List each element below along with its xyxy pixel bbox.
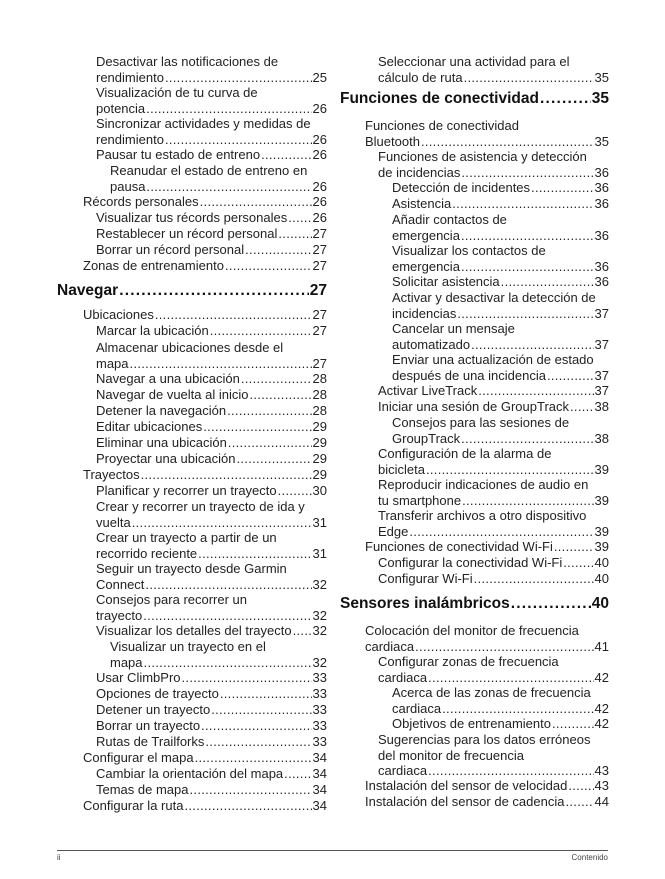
dot-leader bbox=[409, 524, 593, 540]
toc-page-number: 26 bbox=[312, 100, 327, 116]
toc-entry-objetivos-de-entrenamiento[interactable] bbox=[392, 716, 609, 732]
toc-entry-text: Pausar tu estado de entreno bbox=[96, 147, 261, 163]
toc-entry-instalacion-del-sensor-de-velocidad[interactable] bbox=[365, 778, 609, 794]
toc-entry-text: Navegar a una ubicación bbox=[96, 371, 240, 387]
dot-leader bbox=[132, 515, 312, 531]
toc-entry-text: Crear y recorrer un trayecto de ida y bbox=[96, 499, 305, 515]
toc-page-number: 33 bbox=[312, 718, 327, 734]
dot-leader bbox=[540, 90, 591, 108]
toc-page-number: 31 bbox=[312, 545, 327, 561]
toc-entry-text: Récords personales bbox=[83, 194, 199, 210]
toc-page-number: 39 bbox=[594, 539, 609, 555]
toc-page-number: 40 bbox=[594, 555, 609, 571]
toc-entry-text: Desactivar las notificaciones de bbox=[96, 54, 279, 70]
toc-entry-text: Restablecer un récord personal bbox=[96, 226, 278, 242]
toc-entry-activar-y-desactivar-la-deteccion-de[interactable] bbox=[392, 290, 609, 321]
toc-page-number: 34 bbox=[312, 750, 327, 766]
toc-entry-text: de incidencias bbox=[378, 164, 461, 180]
dot-leader bbox=[200, 194, 312, 210]
toc-entry-text: Funciones de conectividad bbox=[365, 118, 519, 134]
dot-leader bbox=[201, 718, 311, 734]
dot-leader bbox=[565, 794, 593, 810]
dot-leader bbox=[531, 180, 594, 196]
dot-leader bbox=[568, 778, 593, 794]
toc-entry-text: potencia bbox=[96, 100, 146, 116]
toc-entry-text: Proyectar una ubicación bbox=[96, 451, 236, 467]
dot-leader bbox=[442, 701, 593, 717]
toc-entry-temas-de-mapa[interactable] bbox=[96, 782, 327, 798]
dot-leader bbox=[236, 451, 311, 467]
toc-entry-borrar-un-trayecto[interactable] bbox=[96, 718, 327, 734]
toc-page-number: 33 bbox=[312, 702, 327, 718]
toc-entry-crear-un-trayecto-a-partir-de-un[interactable] bbox=[96, 530, 327, 561]
dot-leader bbox=[462, 493, 593, 509]
dot-leader bbox=[478, 383, 593, 399]
toc-entry-text: Cambiar la orientación del mapa bbox=[96, 766, 284, 782]
toc-entry-solicitar-asistencia[interactable] bbox=[392, 274, 609, 290]
toc-entry-text: Detección de incidentes bbox=[392, 180, 531, 196]
toc-entry-colocacion-del-monitor-de-frecuencia[interactable] bbox=[365, 623, 609, 654]
toc-page-number: 38 bbox=[594, 399, 609, 415]
toc-page-number: 38 bbox=[594, 430, 609, 446]
dot-leader bbox=[511, 595, 591, 613]
toc-page-number: 42 bbox=[594, 716, 609, 732]
dot-leader bbox=[249, 387, 311, 403]
dot-leader bbox=[278, 483, 312, 499]
toc-page-number: 26 bbox=[312, 194, 327, 210]
dot-leader bbox=[284, 766, 311, 782]
toc-entry-text: Navegar de vuelta al inicio bbox=[96, 387, 249, 403]
dot-leader bbox=[464, 70, 594, 86]
toc-page-number: 33 bbox=[312, 734, 327, 750]
dot-leader bbox=[210, 323, 312, 339]
toc-entry-text: tu smartphone bbox=[378, 492, 462, 508]
dot-leader bbox=[220, 686, 312, 702]
toc-entry-text: Transferir archivos a otro dispositivo bbox=[378, 508, 587, 524]
toc-page-number: 28 bbox=[312, 403, 327, 419]
dot-leader bbox=[165, 132, 312, 148]
dot-leader bbox=[288, 210, 311, 226]
toc-entry-eliminar-una-ubicacion[interactable] bbox=[96, 435, 327, 451]
dot-leader bbox=[426, 462, 594, 478]
toc-entry-editar-ubicaciones[interactable] bbox=[96, 419, 327, 435]
toc-entry-text: trayecto bbox=[96, 607, 143, 623]
toc-entry-pausar-tu-estado-de-entreno[interactable] bbox=[96, 147, 327, 163]
toc-entry-sugerencias-para-los-datos-erroneos[interactable] bbox=[378, 732, 609, 779]
toc-entry-text: Cancelar un mensaje bbox=[392, 321, 515, 337]
toc-page-number: 32 bbox=[312, 607, 327, 623]
toc-entry-text: Eliminar una ubicación bbox=[96, 435, 227, 451]
toc-entry-text: cardiaca bbox=[378, 669, 428, 685]
toc-entry-text: Añadir contactos de bbox=[392, 212, 507, 228]
toc-entry-reanudar-el-estado-de-entreno-en[interactable] bbox=[110, 163, 327, 194]
toc-page-number: 35 bbox=[594, 133, 609, 149]
toc-entry-text: mapa bbox=[96, 355, 129, 371]
toc-page-number: 26 bbox=[312, 178, 327, 194]
toc-page-number: 31 bbox=[312, 514, 327, 530]
toc-entry-text: Temas de mapa bbox=[96, 782, 189, 798]
toc-heading-sensores-inalambricos[interactable] bbox=[340, 595, 609, 613]
toc-entry-ubicaciones[interactable] bbox=[83, 307, 327, 323]
toc-entry-text: Visualizar los contactos de bbox=[392, 243, 546, 259]
toc-page-number: 29 bbox=[312, 467, 327, 483]
toc-entry-text: Reproducir indicaciones de audio en bbox=[378, 477, 589, 493]
dot-leader bbox=[198, 546, 311, 562]
dot-leader bbox=[165, 70, 312, 86]
toc-page-number: 26 bbox=[312, 147, 327, 163]
toc-entry-seguir-un-trayecto-desde-garmin[interactable] bbox=[96, 561, 327, 592]
toc-entry-text: Enviar una actualización de estado bbox=[392, 352, 594, 368]
dot-leader bbox=[195, 750, 312, 766]
toc-entry-restablecer-un-record-personal[interactable] bbox=[96, 226, 327, 242]
dot-leader bbox=[570, 399, 594, 415]
toc-page-number: 27 bbox=[312, 226, 327, 242]
toc-entry-zonas-de-entrenamiento[interactable] bbox=[83, 258, 327, 274]
toc-entry-text: emergencia bbox=[392, 227, 460, 243]
dot-leader bbox=[203, 419, 311, 435]
toc-entry-activar-livetrack[interactable] bbox=[378, 383, 609, 399]
toc-entry-text: Opciones de trayecto bbox=[96, 686, 219, 702]
toc-entry-text: rendimiento bbox=[96, 69, 164, 85]
toc-entry-text: Planificar y recorrer un trayecto bbox=[96, 483, 277, 499]
toc-heading-navegar[interactable] bbox=[57, 282, 327, 300]
toc-page-number: 36 bbox=[594, 258, 609, 274]
dot-leader bbox=[563, 555, 593, 571]
toc-entry-visualizar-tus-records-personales[interactable] bbox=[96, 210, 327, 226]
toc-entry-records-personales[interactable] bbox=[83, 194, 327, 210]
toc-entry-cancelar-un-mensaje[interactable] bbox=[392, 321, 609, 352]
toc-entry-almacenar-ubicaciones-desde-el[interactable] bbox=[96, 340, 327, 371]
dot-leader bbox=[471, 337, 593, 353]
dot-leader bbox=[143, 608, 311, 624]
toc-entry-asistencia[interactable] bbox=[392, 196, 609, 212]
dot-leader bbox=[190, 782, 312, 798]
dot-leader bbox=[452, 196, 593, 212]
toc-entry-text: pausa bbox=[110, 178, 146, 194]
toc-page-number: 34 bbox=[312, 782, 327, 798]
toc-entry-text: automatizado bbox=[392, 336, 471, 352]
toc-page-number: 34 bbox=[312, 798, 327, 814]
dot-leader bbox=[225, 258, 312, 274]
toc-page-number: 37 bbox=[594, 367, 609, 383]
toc-entry-acerca-de-las-zonas-de-frecuencia[interactable] bbox=[392, 685, 609, 716]
dot-leader bbox=[241, 371, 312, 387]
footer-section-name: Contenido bbox=[571, 853, 608, 862]
toc-page-number: 33 bbox=[312, 686, 327, 702]
dot-leader bbox=[141, 467, 312, 483]
toc-entry-configurar-la-ruta[interactable] bbox=[83, 798, 327, 814]
toc-page-number: 28 bbox=[312, 387, 327, 403]
toc-entry-configurar-el-mapa[interactable] bbox=[83, 750, 327, 766]
toc-entry-anadir-contactos-de[interactable] bbox=[392, 212, 609, 243]
toc-entry-text: Acerca de las zonas de frecuencia bbox=[392, 685, 591, 701]
toc-entry-text: después de una incidencia bbox=[392, 367, 546, 383]
toc-entry-text: recorrido reciente bbox=[96, 545, 198, 561]
toc-entry-funciones-de-conectividad-wi-fi[interactable] bbox=[365, 539, 609, 555]
toc-heading-funciones-de-conectividad[interactable] bbox=[340, 90, 609, 108]
dot-leader bbox=[145, 577, 311, 593]
toc-entry-text: Visualización de tu curva de bbox=[96, 85, 258, 101]
toc-entry-text: vuelta bbox=[96, 514, 131, 530]
toc-entry-text: Visualizar un trayecto en el bbox=[110, 639, 266, 655]
toc-entry-visualizacion-de-tu-curva-de[interactable] bbox=[96, 85, 327, 116]
toc-entry-text: bicicleta bbox=[378, 461, 425, 477]
toc-page-number: 40 bbox=[591, 595, 609, 612]
toc-entry-text: incidencias bbox=[392, 305, 457, 321]
dot-leader bbox=[501, 274, 594, 290]
toc-entry-text: GroupTrack bbox=[392, 430, 461, 446]
toc-page-number: 37 bbox=[594, 336, 609, 352]
toc-page-number: 29 bbox=[312, 419, 327, 435]
toc-entry-text: emergencia bbox=[392, 258, 460, 274]
dot-leader bbox=[155, 307, 312, 323]
toc-entry-proyectar-una-ubicacion[interactable] bbox=[96, 451, 327, 467]
toc-entry-text: Navegar bbox=[57, 282, 119, 299]
toc-page-number: 39 bbox=[594, 461, 609, 477]
toc-page-number: 41 bbox=[594, 638, 609, 654]
toc-entry-text: Configurar zonas de frecuencia bbox=[378, 654, 559, 670]
toc-entry-transferir-archivos-a-otro-dispositivo[interactable] bbox=[378, 508, 609, 539]
toc-entry-seleccionar-una-actividad-para-el[interactable] bbox=[378, 54, 609, 85]
toc-page-number: 30 bbox=[312, 483, 327, 499]
dot-leader bbox=[130, 356, 312, 372]
toc-page-number: 39 bbox=[594, 492, 609, 508]
toc-entry-text: Iniciar una sesión de GroupTrack bbox=[378, 399, 570, 415]
toc-page-number: 28 bbox=[312, 371, 327, 387]
toc-entry-text: Sugerencias para los datos erróneos bbox=[378, 732, 591, 748]
toc-page-number: 32 bbox=[312, 654, 327, 670]
toc-entry-text: Detener la navegación bbox=[96, 403, 227, 419]
toc-entry-text: Activar LiveTrack bbox=[378, 383, 478, 399]
toc-entry-text: cálculo de ruta bbox=[378, 69, 463, 85]
toc-entry-text: Reanudar el estado de entreno en bbox=[110, 163, 308, 179]
toc-entry-text: Borrar un trayecto bbox=[96, 718, 201, 734]
toc-page-number: 37 bbox=[594, 305, 609, 321]
dot-leader bbox=[461, 165, 593, 181]
toc-entry-text: Trayectos bbox=[83, 467, 140, 483]
toc-entry-configuracion-de-la-alarma-de[interactable] bbox=[378, 446, 609, 477]
toc-entry-text: Sensores inalámbricos bbox=[340, 595, 510, 612]
toc-page-number: 36 bbox=[594, 180, 609, 196]
dot-leader bbox=[278, 226, 311, 242]
toc-entry-iniciar-una-sesion-de-grouptrack[interactable] bbox=[378, 399, 609, 415]
toc-page-number: 36 bbox=[594, 164, 609, 180]
toc-entry-configurar-la-conectividad-wi-fi[interactable] bbox=[378, 555, 609, 571]
toc-entry-text: Asistencia bbox=[392, 196, 452, 212]
toc-entry-text: Visualizar tus récords personales bbox=[96, 210, 288, 226]
toc-entry-text: cardiaca bbox=[392, 700, 442, 716]
toc-entry-text: Consejos para recorrer un bbox=[96, 592, 248, 608]
dot-leader bbox=[119, 282, 309, 300]
toc-entry-visualizar-los-detalles-del-trayecto[interactable] bbox=[96, 623, 327, 639]
toc-entry-opciones-de-trayecto[interactable] bbox=[96, 686, 327, 702]
toc-page-number: 27 bbox=[312, 355, 327, 371]
toc-entry-text: Visualizar los detalles del trayecto bbox=[96, 623, 292, 639]
toc-entry-text: Almacenar ubicaciones desde el bbox=[96, 340, 284, 356]
footer-page-number: ii bbox=[57, 853, 61, 862]
dot-leader bbox=[415, 639, 593, 655]
dot-leader bbox=[552, 716, 594, 732]
toc-entry-text: Edge bbox=[378, 523, 409, 539]
toc-page-number: 44 bbox=[594, 794, 609, 810]
toc-entry-funciones-de-asistencia-y-deteccion[interactable] bbox=[378, 149, 609, 180]
dot-leader bbox=[428, 763, 593, 779]
toc-entry-configurar-zonas-de-frecuencia[interactable] bbox=[378, 654, 609, 685]
toc-entry-enviar-una-actualizacion-de-estado[interactable] bbox=[392, 352, 609, 383]
toc-page-number: 43 bbox=[594, 763, 609, 779]
toc-entry-text: Instalación del sensor de cadencia bbox=[365, 794, 565, 810]
toc-entry-text: Usar ClimbPro bbox=[96, 670, 181, 686]
dot-leader bbox=[146, 179, 311, 195]
toc-entry-text: mapa bbox=[110, 654, 143, 670]
toc-entry-text: del monitor de frecuencia bbox=[378, 747, 524, 763]
toc-entry-text: Borrar un récord personal bbox=[96, 242, 245, 258]
dot-leader bbox=[461, 431, 593, 447]
toc-entry-text: Activar y desactivar la detección de bbox=[392, 290, 596, 306]
toc-page-number: 32 bbox=[312, 623, 327, 639]
toc-page-number: 26 bbox=[312, 131, 327, 147]
toc-entry-text: Detener un trayecto bbox=[96, 702, 211, 718]
toc-entry-text: Objetivos de entrenamiento bbox=[392, 716, 551, 732]
toc-entry-consejos-para-recorrer-un[interactable] bbox=[96, 592, 327, 623]
toc-page-number: 29 bbox=[312, 435, 327, 451]
toc-entry-text: Editar ubicaciones bbox=[96, 419, 203, 435]
toc-entry-rutas-de-trailforks[interactable] bbox=[96, 734, 327, 750]
toc-page-number: 40 bbox=[594, 571, 609, 587]
toc-page-number: 25 bbox=[312, 69, 327, 85]
toc-page-number: 37 bbox=[594, 383, 609, 399]
toc-page-number: 32 bbox=[312, 576, 327, 592]
toc-entry-text: Sincronizar actividades y medidas de bbox=[96, 116, 311, 132]
toc-page-number: 27 bbox=[312, 258, 327, 274]
toc-page-number: 39 bbox=[594, 523, 609, 539]
toc-page-number: 27 bbox=[312, 307, 327, 323]
toc-entry-desactivar-las-notificaciones-de[interactable] bbox=[96, 54, 327, 85]
toc-entry-planificar-y-recorrer-un-trayecto[interactable] bbox=[96, 483, 327, 499]
toc-entry-text: Rutas de Trailforks bbox=[96, 734, 205, 750]
toc-entry-navegar-de-vuelta-al-inicio[interactable] bbox=[96, 387, 327, 403]
toc-entry-text: cardiaca bbox=[378, 763, 428, 779]
toc-entry-text: Consejos para las sesiones de bbox=[392, 415, 570, 431]
toc-entry-text: Crear un trayecto a partir de un bbox=[96, 530, 277, 546]
toc-entry-text: Configuración de la alarma de bbox=[378, 446, 552, 462]
dot-leader bbox=[228, 435, 312, 451]
toc-entry-borrar-un-record-personal[interactable] bbox=[96, 242, 327, 258]
toc-entry-usar-climbpro[interactable] bbox=[96, 670, 327, 686]
toc-entry-sincronizar-actividades-y-medidas-de[interactable] bbox=[96, 116, 327, 147]
dot-leader bbox=[474, 571, 594, 587]
toc-entry-text: Instalación del sensor de velocidad bbox=[365, 778, 568, 794]
toc-entry-visualizar-los-contactos-de[interactable] bbox=[392, 243, 609, 274]
dot-leader bbox=[457, 306, 593, 322]
toc-entry-text: Seleccionar una actividad para el bbox=[378, 54, 570, 70]
dot-leader bbox=[182, 670, 312, 686]
toc-entry-configurar-wi-fi[interactable] bbox=[378, 571, 609, 587]
toc-entry-navegar-a-una-ubicacion[interactable] bbox=[96, 371, 327, 387]
dot-leader bbox=[461, 228, 594, 244]
toc-entry-detener-un-trayecto[interactable] bbox=[96, 702, 327, 718]
dot-leader bbox=[205, 734, 311, 750]
toc-entry-text: Seguir un trayecto desde Garmin bbox=[96, 561, 287, 577]
toc-entry-text: rendimiento bbox=[96, 131, 164, 147]
dot-leader bbox=[211, 702, 311, 718]
footer-rule bbox=[57, 850, 608, 851]
toc-entry-funciones-de-conectividad[interactable] bbox=[365, 118, 609, 149]
toc-entry-detener-la-navegacion[interactable] bbox=[96, 403, 327, 419]
toc-entry-crear-y-recorrer-un-trayecto-de-ida-y[interactable] bbox=[96, 499, 327, 530]
toc-entry-visualizar-un-trayecto-en-el[interactable] bbox=[110, 639, 327, 670]
toc-entry-text: Configurar la conectividad Wi‑Fi bbox=[378, 555, 563, 571]
toc-entry-text: Ubicaciones bbox=[83, 307, 154, 323]
dot-leader bbox=[184, 798, 311, 814]
toc-entry-cambiar-la-orientacion-del-mapa[interactable] bbox=[96, 766, 327, 782]
toc-entry-instalacion-del-sensor-de-cadencia[interactable] bbox=[365, 794, 609, 810]
dot-leader bbox=[293, 623, 312, 639]
dot-leader bbox=[428, 670, 593, 686]
toc-entry-text: Configurar Wi‑Fi bbox=[378, 571, 473, 587]
toc-page-number: 33 bbox=[312, 670, 327, 686]
toc-entry-text: Configurar la ruta bbox=[83, 798, 184, 814]
toc-page-number: 35 bbox=[594, 69, 609, 85]
toc-page-number: 36 bbox=[594, 274, 609, 290]
toc-entry-text: Solicitar asistencia bbox=[392, 274, 500, 290]
toc-page-number: 42 bbox=[594, 700, 609, 716]
toc-page-number: 34 bbox=[312, 766, 327, 782]
toc-entry-text: Connect bbox=[96, 576, 145, 592]
toc-page-number: 35 bbox=[591, 90, 609, 107]
dot-leader bbox=[245, 242, 311, 258]
toc-entry-reproducir-indicaciones-de-audio-en[interactable] bbox=[378, 477, 609, 508]
toc-entry-consejos-para-las-sesiones-de[interactable] bbox=[392, 415, 609, 446]
toc-entry-text: Zonas de entrenamiento bbox=[83, 258, 224, 274]
toc-entry-marcar-la-ubicacion[interactable] bbox=[96, 323, 327, 339]
toc-entry-text: Funciones de conectividad bbox=[340, 90, 539, 107]
dot-leader bbox=[144, 655, 312, 671]
toc-entry-text: Configurar el mapa bbox=[83, 750, 194, 766]
toc-entry-text: Funciones de conectividad Wi‑Fi bbox=[365, 539, 553, 555]
toc-entry-deteccion-de-incidentes[interactable] bbox=[392, 180, 609, 196]
toc-page-number: 36 bbox=[594, 196, 609, 212]
toc-page-number: 27 bbox=[312, 323, 327, 339]
toc-entry-text: Funciones de asistencia y detección bbox=[378, 149, 587, 165]
dot-leader bbox=[554, 539, 594, 555]
toc-page-number: 36 bbox=[594, 227, 609, 243]
dot-leader bbox=[227, 403, 311, 419]
toc-entry-text: Marcar la ubicación bbox=[96, 323, 209, 339]
dot-leader bbox=[461, 259, 594, 275]
dot-leader bbox=[146, 101, 311, 117]
dot-leader bbox=[261, 147, 311, 163]
dot-leader bbox=[421, 134, 594, 150]
toc-page-number: 42 bbox=[594, 669, 609, 685]
toc-page-number: 27 bbox=[309, 282, 327, 299]
toc-entry-trayectos[interactable] bbox=[83, 467, 327, 483]
toc-entry-text: Colocación del monitor de frecuencia bbox=[365, 623, 579, 639]
dot-leader bbox=[547, 368, 594, 384]
toc-page-number: 27 bbox=[312, 242, 327, 258]
toc-page-number: 43 bbox=[594, 778, 609, 794]
toc-page-number: 29 bbox=[312, 451, 327, 467]
toc-entry-text: Bluetooth bbox=[365, 133, 420, 149]
toc-page-number: 26 bbox=[312, 210, 327, 226]
toc-entry-text: cardiaca bbox=[365, 638, 415, 654]
